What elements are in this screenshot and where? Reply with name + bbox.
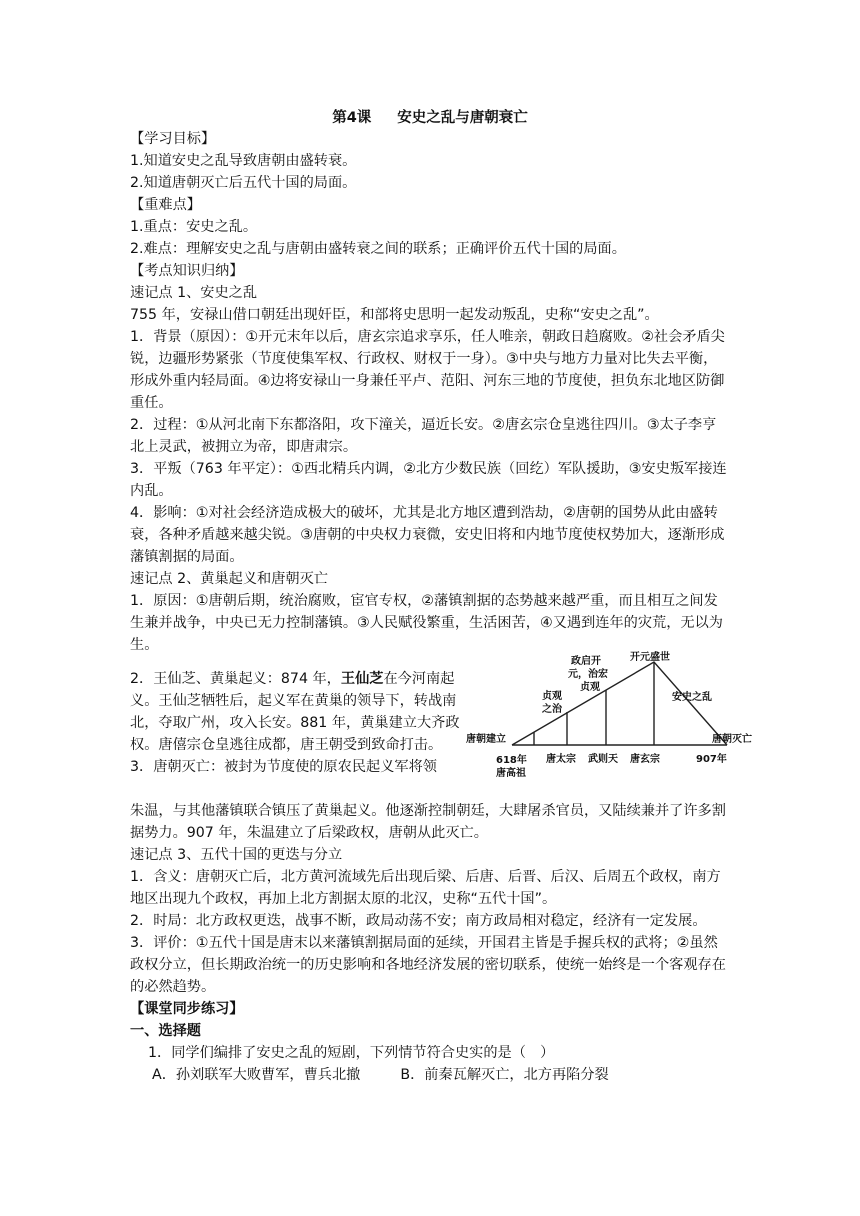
uprising-bold-name: 王仙芝 xyxy=(340,671,384,687)
point3-evaluation: 3．评价：①五代十国是唐末以来藩镇割据局面的延续，开国君主皆是手握兵权的武将；②虽然政权分立，但长期政治统一的历史影响和各地经济发展的密切联系，使统一始终是一个客观存在的必然趋势。 xyxy=(130,935,726,995)
choice-heading: 一、选择题 xyxy=(130,1023,201,1039)
label-year-end: 907年 xyxy=(696,754,727,765)
uprising-text-b: 在今河南起义。王仙芝牺牲后，起义军在黄巢的领导下，转战南北，夺取广州，攻入长安。881 年，黄巢建立大齐政权。唐僖宗仓皇逃往成都，唐王朝受到致命打击。 xyxy=(130,671,460,753)
top-section xyxy=(130,128,730,656)
lesson-title xyxy=(0,106,860,127)
tang-fall-lead: 3．唐朝灭亡：被封为节度使的原农民起义军将领 xyxy=(130,759,437,775)
label-zhenguan-2: 之治 xyxy=(542,704,562,715)
tang-fall-rest: 朱温，与其他藩镇联合镇压了黄巢起义。他逐渐控制朝廷，大肆屠杀官员，又陆续兼并了许多割据势力。907 年，朱温建立了后梁政权，唐朝从此灭亡。 xyxy=(130,803,726,841)
label-gaozu: 唐高祖 xyxy=(496,768,526,779)
point3-meaning: 1．含义：唐朝灭亡后，北方黄河流域先后出现后梁、后唐、后晋、后汉、后周五个政权，南方地区出现九个政权，再加上北方割据太原的北汉，史称“五代十国”。 xyxy=(130,869,721,907)
option-a: A．孙刘联军大败曹军，曹兵北撤 xyxy=(152,1067,361,1083)
point2-cause: 1．原因：①唐朝后期，统治腐败，宦官专权，②藩镇割据的态势越来越严重，而且相互之间发生兼并战争，中央已无力控制藩镇。③人民赋役繁重，生活困苦，④又遇到连年的灾荒，无以为生。 xyxy=(130,593,723,653)
point1-intro: 755 年，安禄山借口朝廷出现奸臣，和部将史思明一起发动叛乱，史称“安史之乱”。 xyxy=(130,307,659,323)
point3-heading: 速记点 3、五代十国的更迭与分立 xyxy=(130,847,343,863)
point1-background: 1．背景（原因）：①开元末年以后，唐玄宗追求享乐，任人唯亲，朝政日趋腐败。②社会矛盾尖锐，边疆形势紧张（节度使集军权、行政权、财权于一身）。③中央与地方力量对比失去平衡，形成外重内轻局面。④边将安禄山一身兼任平卢、范阳、河东三地的节度使，担负东北地区防御重任。 xyxy=(130,329,725,411)
lesson-topic: 安史之乱与唐朝衰亡 xyxy=(397,110,528,126)
point1-process: 2．过程：①从河北南下东都洛阳，攻下潼关，逼近长安。②唐玄宗仓皇逃往四川。③太子李亨北上灵武，被拥立为帝，即唐肃宗。 xyxy=(130,417,717,455)
knowledge-heading: 【考点知识归纳】 xyxy=(130,263,244,279)
uprising-text-a: 2．王仙芝、黄巢起义：874 年， xyxy=(130,671,341,687)
label-xuanzong: 唐玄宗 xyxy=(630,754,660,765)
practice-heading: 【课堂同步练习】 xyxy=(130,1001,244,1017)
point3-situation: 2．时局：北方政权更迭，战事不断，政局动荡不安；南方政局相对稳定，经济有一定发展。 xyxy=(130,913,707,929)
label-zhenguan-1: 贞观 xyxy=(542,691,562,702)
objective-2: 2.知道唐朝灭亡后五代十国的局面。 xyxy=(130,175,357,191)
key-heading: 【重难点】 xyxy=(130,197,201,213)
point1-impact: 4．影响：①对社会经济造成极大的破坏，尤其是北方地区遭到浩劫，②唐朝的国势从此由盛转衰，各种矛盾越来越尖锐。③唐朝的中央权力衰微，安史旧将和内地节度使权势加大，逐渐形成藩镇割据的局面。 xyxy=(130,505,725,565)
uprising-paragraph xyxy=(130,668,460,778)
label-kaiyuan: 开元盛世 xyxy=(630,652,670,663)
key-point-1: 1.重点：安史之乱。 xyxy=(130,219,258,235)
label-year-start: 618年 xyxy=(496,755,527,766)
option-b: B．前秦瓦解灭亡，北方再陷分裂 xyxy=(400,1067,609,1083)
label-fall: 唐朝灭亡 xyxy=(712,734,752,745)
point1-suppression: 3．平叛（763 年平定）：①西北精兵内调，②北方少数民族（回纥）军队援助，③安史叛军接连内乱。 xyxy=(130,461,727,499)
question-1-options xyxy=(130,1064,730,1086)
label-anshi: 安史之乱 xyxy=(672,692,712,703)
point2-heading: 速记点 2、黄巢起义和唐朝灭亡 xyxy=(130,571,328,587)
label-peak-a-3: 贞观 xyxy=(580,682,600,693)
objectives-heading: 【学习目标】 xyxy=(130,131,216,147)
label-peak-a-2: 元，治宏 xyxy=(568,669,608,680)
lesson-number: 第4课 xyxy=(332,110,372,126)
key-point-2: 2.难点：理解安史之乱与唐朝由盛转衰之间的联系；正确评价五代十国的局面。 xyxy=(130,241,626,257)
question-1: 1．同学们编排了安史之乱的短剧，下列情节符合史实的是（ ） xyxy=(148,1045,555,1061)
label-zetian: 武则天 xyxy=(588,754,618,765)
objective-1: 1.知道安史之乱导致唐朝由盛转衰。 xyxy=(130,153,357,169)
label-peak-a-1: 政启开 xyxy=(571,656,601,667)
label-founded: 唐朝建立 xyxy=(466,734,506,745)
tang-timeline-diagram xyxy=(462,650,762,780)
label-taizong: 唐太宗 xyxy=(546,754,576,765)
point1-heading: 速记点 1、安史之乱 xyxy=(130,285,258,301)
bottom-section xyxy=(130,800,730,1086)
